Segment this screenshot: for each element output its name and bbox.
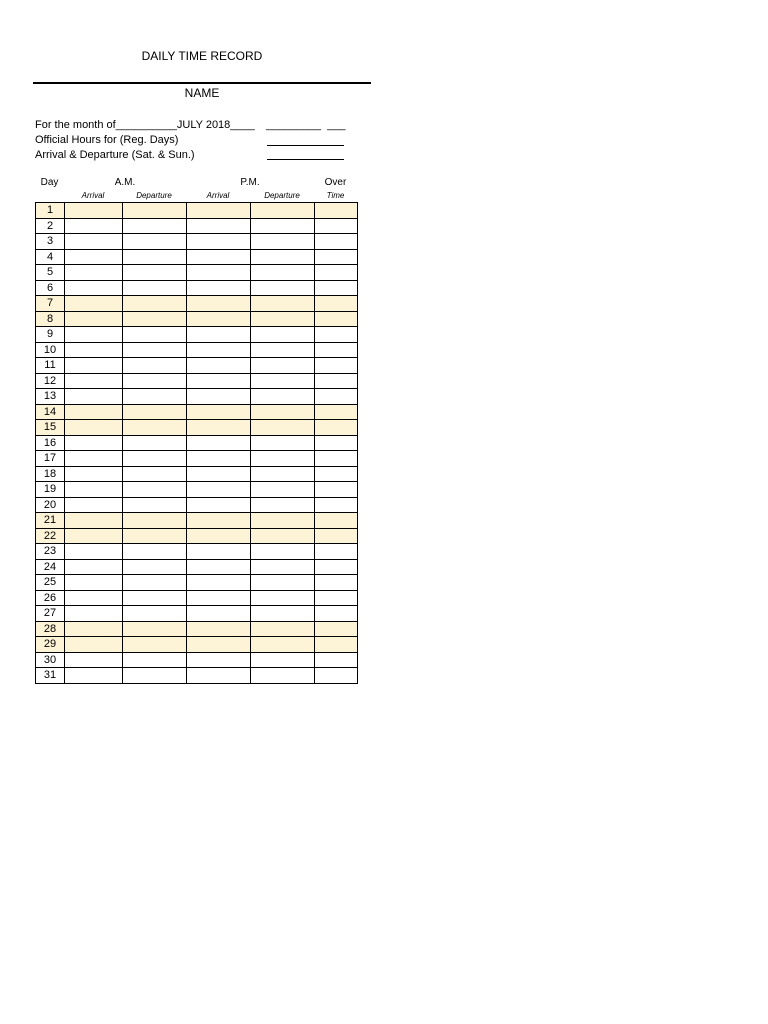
am-arrival-cell[interactable]	[65, 389, 123, 405]
am-departure-cell[interactable]	[123, 218, 187, 234]
table-row	[36, 482, 358, 498]
table-row	[36, 234, 358, 250]
pm-arrival-cell[interactable]	[187, 249, 251, 265]
am-arrival-cell[interactable]	[65, 497, 123, 513]
pm-arrival-cell[interactable]	[187, 482, 251, 498]
am-departure-cell[interactable]	[123, 668, 187, 684]
pm-arrival-cell[interactable]	[187, 606, 251, 622]
overtime-cell[interactable]	[315, 296, 358, 312]
pm-arrival-cell[interactable]	[187, 435, 251, 451]
am-departure-cell[interactable]	[123, 358, 187, 374]
pm-departure-cell[interactable]	[251, 513, 315, 529]
subheader-am-departure: Departure	[136, 191, 172, 200]
pm-arrival-cell[interactable]	[187, 513, 251, 529]
pm-departure-cell[interactable]	[251, 311, 315, 327]
table-row	[36, 203, 358, 219]
am-arrival-cell[interactable]	[65, 249, 123, 265]
am-departure-cell[interactable]	[123, 575, 187, 591]
pm-departure-cell[interactable]	[251, 559, 315, 575]
overtime-cell[interactable]	[315, 389, 358, 405]
pm-departure-cell[interactable]	[251, 482, 315, 498]
day-number: 21	[36, 513, 65, 529]
pm-arrival-cell[interactable]	[187, 420, 251, 436]
pm-arrival-cell[interactable]	[187, 652, 251, 668]
pm-departure-cell[interactable]	[251, 342, 315, 358]
overtime-cell[interactable]	[315, 311, 358, 327]
pm-departure-cell[interactable]	[251, 652, 315, 668]
pm-arrival-cell[interactable]	[187, 358, 251, 374]
overtime-cell[interactable]	[315, 652, 358, 668]
am-departure-cell[interactable]	[123, 637, 187, 653]
pm-departure-cell[interactable]	[251, 358, 315, 374]
time-record-rows	[36, 203, 358, 684]
table-row	[36, 296, 358, 312]
pm-departure-cell[interactable]	[251, 451, 315, 467]
pm-departure-cell[interactable]	[251, 280, 315, 296]
pm-departure-cell[interactable]	[251, 497, 315, 513]
table-row	[36, 373, 358, 389]
overtime-cell[interactable]	[315, 466, 358, 482]
am-arrival-cell[interactable]	[65, 652, 123, 668]
pm-arrival-cell[interactable]	[187, 373, 251, 389]
overtime-cell[interactable]	[315, 528, 358, 544]
pm-arrival-cell[interactable]	[187, 311, 251, 327]
am-departure-cell[interactable]	[123, 311, 187, 327]
pm-arrival-cell[interactable]	[187, 404, 251, 420]
day-number: 2	[36, 218, 65, 234]
am-departure-cell[interactable]	[123, 342, 187, 358]
am-arrival-cell[interactable]	[65, 513, 123, 529]
table-row	[36, 466, 358, 482]
pm-arrival-cell[interactable]	[187, 497, 251, 513]
am-arrival-cell[interactable]	[65, 451, 123, 467]
pm-departure-cell[interactable]	[251, 265, 315, 281]
am-departure-cell[interactable]	[123, 482, 187, 498]
table-row	[36, 513, 358, 529]
overtime-cell[interactable]	[315, 513, 358, 529]
am-departure-cell[interactable]	[123, 265, 187, 281]
overtime-cell[interactable]	[315, 327, 358, 343]
am-arrival-cell[interactable]	[65, 559, 123, 575]
am-departure-cell[interactable]	[123, 234, 187, 250]
pm-departure-cell[interactable]	[251, 637, 315, 653]
overtime-cell[interactable]	[315, 544, 358, 560]
table-row	[36, 451, 358, 467]
column-header-am: A.M.	[114, 177, 136, 188]
overtime-cell[interactable]	[315, 342, 358, 358]
pm-departure-cell[interactable]	[251, 327, 315, 343]
am-departure-cell[interactable]	[123, 497, 187, 513]
am-departure-cell[interactable]	[123, 373, 187, 389]
day-number: 4	[36, 249, 65, 265]
pm-departure-cell[interactable]	[251, 218, 315, 234]
overtime-cell[interactable]	[315, 373, 358, 389]
am-departure-cell[interactable]	[123, 466, 187, 482]
am-arrival-cell[interactable]	[65, 435, 123, 451]
day-number: 1	[36, 203, 65, 219]
table-row	[36, 249, 358, 265]
day-number: 9	[36, 327, 65, 343]
overtime-cell[interactable]	[315, 668, 358, 684]
subheader-pm-arrival: Arrival	[206, 191, 230, 200]
name-signature-line	[33, 82, 371, 84]
overtime-cell[interactable]	[315, 280, 358, 296]
pm-departure-cell[interactable]	[251, 404, 315, 420]
am-arrival-cell[interactable]	[65, 544, 123, 560]
pm-departure-cell[interactable]	[251, 234, 315, 250]
day-number: 25	[36, 575, 65, 591]
pm-arrival-cell[interactable]	[187, 296, 251, 312]
am-departure-cell[interactable]	[123, 404, 187, 420]
day-number: 18	[36, 466, 65, 482]
pm-arrival-cell[interactable]	[187, 234, 251, 250]
day-number: 13	[36, 389, 65, 405]
am-departure-cell[interactable]	[123, 528, 187, 544]
pm-departure-cell[interactable]	[251, 528, 315, 544]
table-row	[36, 327, 358, 343]
am-arrival-cell[interactable]	[65, 218, 123, 234]
am-departure-cell[interactable]	[123, 249, 187, 265]
pm-departure-cell[interactable]	[251, 249, 315, 265]
subheader-am-arrival: Arrival	[81, 191, 105, 200]
day-number: 14	[36, 404, 65, 420]
day-number: 23	[36, 544, 65, 560]
pm-arrival-cell[interactable]	[187, 621, 251, 637]
pm-departure-cell[interactable]	[251, 621, 315, 637]
pm-arrival-cell[interactable]	[187, 203, 251, 219]
overtime-cell[interactable]	[315, 590, 358, 606]
pm-arrival-cell[interactable]	[187, 280, 251, 296]
pm-departure-cell[interactable]	[251, 466, 315, 482]
am-departure-cell[interactable]	[123, 420, 187, 436]
day-number: 27	[36, 606, 65, 622]
table-row	[36, 528, 358, 544]
pm-arrival-cell[interactable]	[187, 528, 251, 544]
table-row	[36, 435, 358, 451]
overtime-cell[interactable]	[315, 265, 358, 281]
pm-arrival-cell[interactable]	[187, 575, 251, 591]
overtime-cell[interactable]	[315, 451, 358, 467]
name-label: NAME	[184, 86, 220, 100]
day-number: 28	[36, 621, 65, 637]
table-row	[36, 652, 358, 668]
am-arrival-cell[interactable]	[65, 482, 123, 498]
am-departure-cell[interactable]	[123, 621, 187, 637]
pm-arrival-cell[interactable]	[187, 668, 251, 684]
am-arrival-cell[interactable]	[65, 668, 123, 684]
month-line: For the month of__________JULY 2018____	[35, 119, 255, 131]
column-header-over: Over	[324, 177, 347, 188]
am-departure-cell[interactable]	[123, 203, 187, 219]
day-number: 24	[36, 559, 65, 575]
day-number: 20	[36, 497, 65, 513]
pm-arrival-cell[interactable]	[187, 451, 251, 467]
am-arrival-cell[interactable]	[65, 420, 123, 436]
table-row	[36, 559, 358, 575]
pm-departure-cell[interactable]	[251, 203, 315, 219]
pm-arrival-cell[interactable]	[187, 559, 251, 575]
pm-departure-cell[interactable]	[251, 420, 315, 436]
pm-departure-cell[interactable]	[251, 590, 315, 606]
am-arrival-cell[interactable]	[65, 528, 123, 544]
pm-departure-cell[interactable]	[251, 296, 315, 312]
day-number: 29	[36, 637, 65, 653]
day-number: 30	[36, 652, 65, 668]
am-departure-cell[interactable]	[123, 513, 187, 529]
pm-departure-cell[interactable]	[251, 373, 315, 389]
overtime-cell[interactable]	[315, 482, 358, 498]
pm-departure-cell[interactable]	[251, 389, 315, 405]
pm-arrival-cell[interactable]	[187, 637, 251, 653]
month-line-blank: _________ ___	[266, 119, 346, 131]
overtime-cell[interactable]	[315, 420, 358, 436]
table-row	[36, 497, 358, 513]
table-row	[36, 218, 358, 234]
arrival-departure-blank	[267, 159, 344, 160]
am-departure-cell[interactable]	[123, 451, 187, 467]
am-departure-cell[interactable]	[123, 544, 187, 560]
table-row	[36, 575, 358, 591]
am-arrival-cell[interactable]	[65, 203, 123, 219]
pm-departure-cell[interactable]	[251, 435, 315, 451]
official-hours-blank	[267, 145, 344, 146]
document-title: DAILY TIME RECORD	[141, 49, 263, 63]
am-departure-cell[interactable]	[123, 296, 187, 312]
am-arrival-cell[interactable]	[65, 311, 123, 327]
am-arrival-cell[interactable]	[65, 466, 123, 482]
am-arrival-cell[interactable]	[65, 342, 123, 358]
overtime-cell[interactable]	[315, 203, 358, 219]
pm-arrival-cell[interactable]	[187, 327, 251, 343]
am-departure-cell[interactable]	[123, 590, 187, 606]
day-number: 12	[36, 373, 65, 389]
overtime-cell[interactable]	[315, 575, 358, 591]
table-row	[36, 311, 358, 327]
day-number: 31	[36, 668, 65, 684]
arrival-departure-label: Arrival & Departure (Sat. & Sun.)	[35, 149, 195, 161]
table-row	[36, 621, 358, 637]
table-row	[36, 637, 358, 653]
overtime-cell[interactable]	[315, 637, 358, 653]
table-row	[36, 606, 358, 622]
subheader-over-time: Time	[326, 191, 345, 200]
day-number: 8	[36, 311, 65, 327]
table-row	[36, 590, 358, 606]
overtime-cell[interactable]	[315, 249, 358, 265]
table-row	[36, 420, 358, 436]
pm-arrival-cell[interactable]	[187, 466, 251, 482]
table-row	[36, 668, 358, 684]
am-departure-cell[interactable]	[123, 389, 187, 405]
day-number: 5	[36, 265, 65, 281]
am-arrival-cell[interactable]	[65, 358, 123, 374]
table-row	[36, 280, 358, 296]
day-number: 17	[36, 451, 65, 467]
overtime-cell[interactable]	[315, 218, 358, 234]
am-departure-cell[interactable]	[123, 559, 187, 575]
day-number: 15	[36, 420, 65, 436]
overtime-cell[interactable]	[315, 404, 358, 420]
pm-arrival-cell[interactable]	[187, 544, 251, 560]
am-arrival-cell[interactable]	[65, 575, 123, 591]
column-header-day: Day	[40, 177, 59, 188]
pm-departure-cell[interactable]	[251, 544, 315, 560]
time-record-table	[35, 202, 358, 684]
official-hours-label: Official Hours for (Reg. Days)	[35, 134, 179, 146]
table-row	[36, 544, 358, 560]
overtime-cell[interactable]	[315, 621, 358, 637]
am-arrival-cell[interactable]	[65, 404, 123, 420]
overtime-cell[interactable]	[315, 435, 358, 451]
am-departure-cell[interactable]	[123, 435, 187, 451]
overtime-cell[interactable]	[315, 358, 358, 374]
table-row	[36, 265, 358, 281]
am-arrival-cell[interactable]	[65, 621, 123, 637]
am-arrival-cell[interactable]	[65, 590, 123, 606]
table-row	[36, 358, 358, 374]
day-number: 3	[36, 234, 65, 250]
day-number: 6	[36, 280, 65, 296]
pm-arrival-cell[interactable]	[187, 218, 251, 234]
table-row	[36, 389, 358, 405]
day-number: 16	[36, 435, 65, 451]
am-arrival-cell[interactable]	[65, 234, 123, 250]
am-arrival-cell[interactable]	[65, 296, 123, 312]
am-arrival-cell[interactable]	[65, 327, 123, 343]
pm-arrival-cell[interactable]	[187, 265, 251, 281]
day-number: 26	[36, 590, 65, 606]
pm-arrival-cell[interactable]	[187, 342, 251, 358]
am-arrival-cell[interactable]	[65, 265, 123, 281]
am-arrival-cell[interactable]	[65, 280, 123, 296]
pm-departure-cell[interactable]	[251, 668, 315, 684]
overtime-cell[interactable]	[315, 606, 358, 622]
am-departure-cell[interactable]	[123, 327, 187, 343]
table-row	[36, 404, 358, 420]
am-departure-cell[interactable]	[123, 280, 187, 296]
overtime-cell[interactable]	[315, 559, 358, 575]
overtime-cell[interactable]	[315, 234, 358, 250]
day-number: 19	[36, 482, 65, 498]
overtime-cell[interactable]	[315, 497, 358, 513]
day-number: 22	[36, 528, 65, 544]
column-header-pm: P.M.	[240, 177, 260, 188]
table-row	[36, 342, 358, 358]
day-number: 10	[36, 342, 65, 358]
pm-arrival-cell[interactable]	[187, 590, 251, 606]
pm-departure-cell[interactable]	[251, 575, 315, 591]
day-number: 7	[36, 296, 65, 312]
subheader-pm-departure: Departure	[264, 191, 300, 200]
am-departure-cell[interactable]	[123, 606, 187, 622]
pm-arrival-cell[interactable]	[187, 389, 251, 405]
am-arrival-cell[interactable]	[65, 606, 123, 622]
day-number: 11	[36, 358, 65, 374]
pm-departure-cell[interactable]	[251, 606, 315, 622]
am-arrival-cell[interactable]	[65, 637, 123, 653]
am-arrival-cell[interactable]	[65, 373, 123, 389]
am-departure-cell[interactable]	[123, 652, 187, 668]
